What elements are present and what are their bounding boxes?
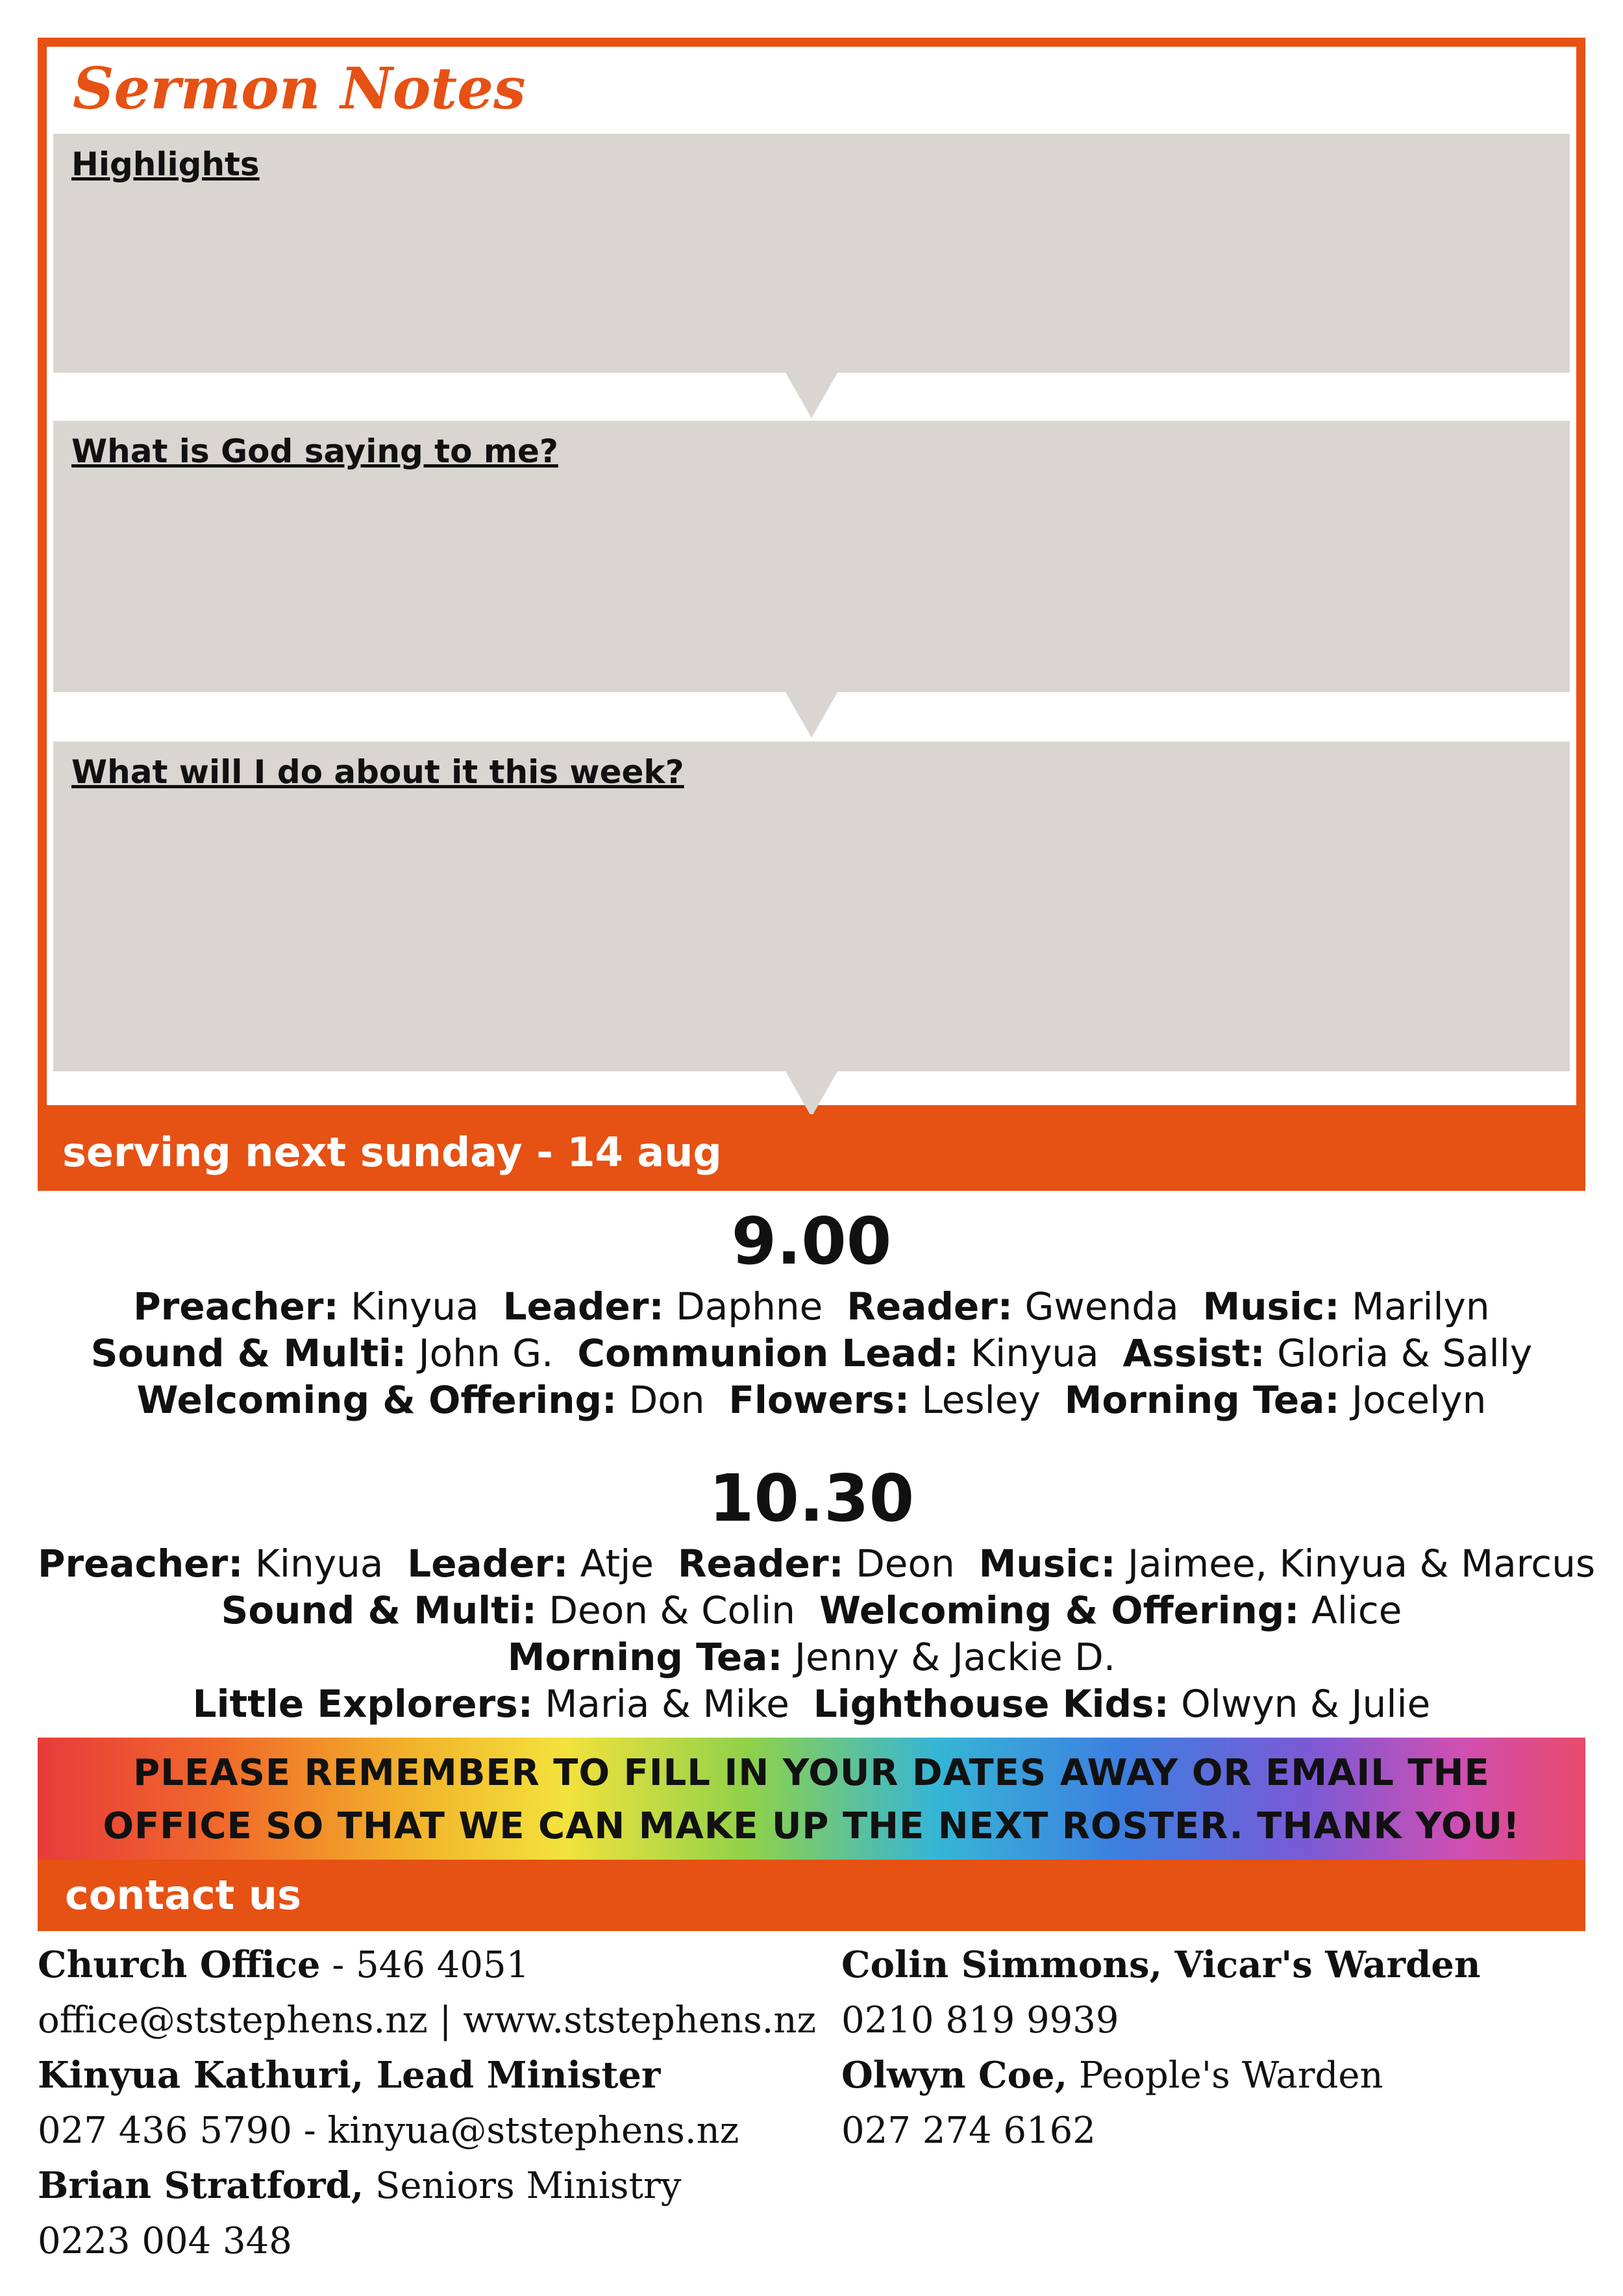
serving-header-bar <box>38 1114 1585 1191</box>
action-heading: What will I do about it this week? <box>71 753 684 791</box>
callout-notch <box>786 692 837 738</box>
role-label: Communion Lead: <box>577 1331 959 1375</box>
role-label: Leader: <box>502 1284 664 1329</box>
role-label: Reader: <box>847 1284 1013 1329</box>
roster-line <box>38 1330 1585 1377</box>
role-person: Daphne <box>676 1284 823 1329</box>
role-person: Deon & Colin <box>549 1588 796 1632</box>
contact-bold: Brian Stratford, <box>38 2164 364 2207</box>
role-label: Morning Tea: <box>507 1635 783 1679</box>
contact-header: contact us <box>65 1871 301 1919</box>
role-person: John G. <box>418 1331 554 1375</box>
role-person: Kinyua <box>351 1284 479 1329</box>
roster-line <box>38 1680 1585 1727</box>
role-label: Sound & Multi: <box>221 1588 537 1632</box>
role-person: Marilyn <box>1351 1284 1490 1329</box>
contact-line <box>841 1993 1481 2048</box>
role-label: Lighthouse Kids: <box>813 1682 1169 1726</box>
contact-line[interactable] <box>38 1993 816 2048</box>
contact-line[interactable] <box>38 2103 816 2158</box>
god-saying-heading: What is God saying to me? <box>71 432 558 470</box>
role-person: Alice <box>1311 1588 1402 1632</box>
role-label: Music: <box>978 1541 1116 1586</box>
role-person: Jenny & Jackie D. <box>795 1635 1116 1679</box>
service-9am <box>38 1203 1585 1423</box>
role-label: Reader: <box>677 1541 844 1586</box>
contact-links[interactable]: 027 436 5790 - kinyua@ststephens.nz <box>38 2110 739 2152</box>
role-label: Welcoming & Offering: <box>136 1378 617 1422</box>
contact-text: - 546 4051 <box>320 1944 530 1986</box>
reminder-line-2: OFFICE SO THAT WE CAN MAKE UP THE NEXT ROSTER. THANK YOU! <box>103 1805 1520 1847</box>
roster-line <box>38 1283 1585 1330</box>
role-person: Olwyn & Julie <box>1181 1682 1431 1726</box>
role-label: Preacher: <box>38 1541 243 1586</box>
contact-bold: Colin Simmons, Vicar's Warden <box>841 1943 1481 1986</box>
contact-column-left <box>38 1938 816 2269</box>
role-label: Sound & Multi: <box>90 1331 407 1375</box>
role-label: Preacher: <box>133 1284 339 1329</box>
role-person: Atje <box>580 1541 654 1586</box>
contact-line <box>841 1938 1481 1993</box>
roster-reminder-banner <box>38 1738 1585 1860</box>
role-person: Jocelyn <box>1351 1378 1487 1422</box>
contact-bold: Church Office <box>38 1943 321 1986</box>
contact-phone: 0210 819 9939 <box>841 1999 1119 2041</box>
contact-phone: 027 274 6162 <box>841 2110 1096 2152</box>
contact-text: People's Warden <box>1067 2054 1383 2097</box>
role-label: Little Explorers: <box>192 1682 533 1726</box>
role-person: Gwenda <box>1024 1284 1179 1329</box>
god-saying-box[interactable] <box>53 421 1570 692</box>
role-person: Kinyua <box>971 1331 1099 1375</box>
role-person: Don <box>628 1378 705 1422</box>
highlights-box[interactable] <box>53 134 1570 373</box>
callout-notch <box>786 373 837 418</box>
highlights-heading: Highlights <box>71 145 260 183</box>
role-person: Deon <box>856 1541 955 1586</box>
reminder-line-1: PLEASE REMEMBER TO FILL IN YOUR DATES AWAY OR EMAIL THE <box>133 1752 1490 1794</box>
callout-notch <box>786 1071 837 1117</box>
contact-bold: Kinyua Kathuri, Lead Minister <box>38 2054 661 2097</box>
contact-text: Seniors Ministry <box>364 2165 682 2207</box>
roster-line <box>38 1634 1585 1680</box>
role-person: Gloria & Sally <box>1277 1331 1533 1375</box>
role-label: Leader: <box>407 1541 569 1586</box>
role-person: Lesley <box>921 1378 1041 1422</box>
sermon-notes-title: Sermon Notes <box>73 55 526 122</box>
sermon-notes-panel <box>38 38 1585 1114</box>
contact-line <box>38 1938 816 1993</box>
contact-bold: Olwyn Coe, <box>841 2054 1068 2097</box>
contact-line <box>841 2048 1481 2103</box>
roster-line <box>38 1587 1585 1634</box>
service-time: 10.30 <box>708 1460 915 1536</box>
roster-line <box>38 1377 1585 1423</box>
contact-header-bar <box>38 1860 1585 1931</box>
role-label: Flowers: <box>728 1378 910 1422</box>
role-label: Assist: <box>1122 1331 1265 1375</box>
role-label: Morning Tea: <box>1064 1378 1340 1422</box>
contact-links[interactable]: office@ststephens.nz | www.ststephens.nz <box>38 1999 817 2041</box>
contact-line <box>841 2103 1481 2158</box>
action-box[interactable] <box>53 742 1570 1071</box>
role-person: Maria & Mike <box>545 1682 789 1726</box>
service-1030am <box>38 1460 1596 1727</box>
role-label: Music: <box>1202 1284 1340 1329</box>
contact-line <box>38 2158 816 2214</box>
role-person: Kinyua <box>254 1541 384 1586</box>
roster-line <box>38 1540 1596 1587</box>
contact-phone: 0223 004 348 <box>38 2220 292 2262</box>
role-person: Jaimee, Kinyua & Marcus <box>1128 1541 1596 1586</box>
contact-line <box>38 2214 816 2269</box>
role-label: Welcoming & Offering: <box>819 1588 1300 1632</box>
serving-header: serving next sunday - 14 aug <box>62 1129 722 1176</box>
contact-column-right <box>841 1938 1481 2158</box>
contact-line <box>38 2048 816 2103</box>
service-time: 9.00 <box>731 1203 892 1279</box>
